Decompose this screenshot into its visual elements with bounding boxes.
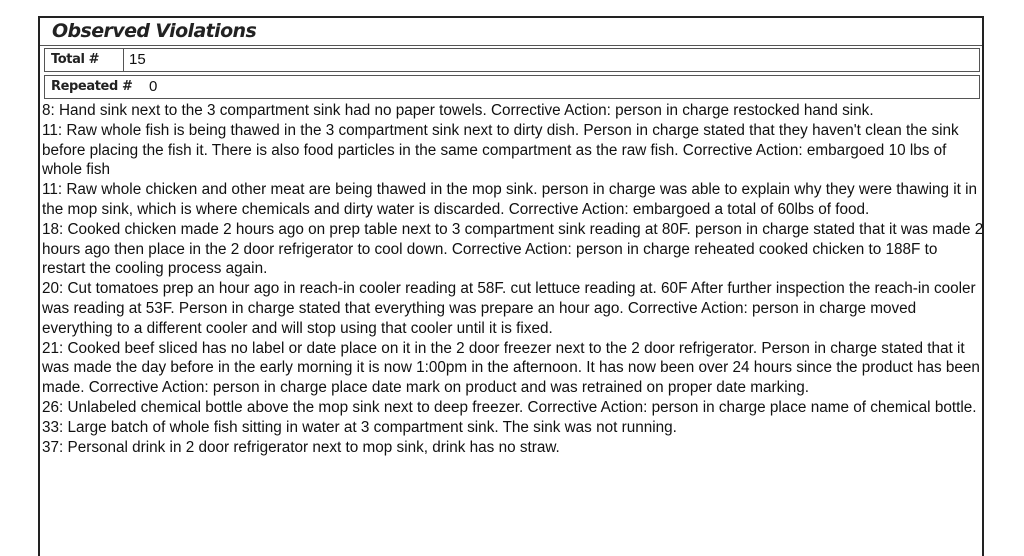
violation-item: 33: Large batch of whole fish sitting in water at 3 compartment sink. The sink was not running. <box>42 418 677 436</box>
violation-item: 11: Raw whole chicken and other meat are being thawed in the mop sink. person in charge was able to explain why they were thawing it in the mop sink, which is where chemicals and dirty water is discarded. Corrective Action: embargoed a total of 60lbs of food. <box>42 181 978 218</box>
repeated-label: Repeated # <box>51 79 133 94</box>
violation-item: 8: Hand sink next to the 3 compartment sink had no paper towels. Corrective Action: person in charge restocked hand sink. <box>42 102 874 119</box>
violation-item: 20: Cut tomatoes prep an hour ago in reach-in cooler reading at 58F. cut lettuce reading at. 60F After further inspection the reach-in cooler was reading at 53F. Person in charge stated that everything was prepare an hour ago. Corrective Action: person in charge moved everything to a different cooler and will stop using that cooler until it is fixed. <box>42 280 976 337</box>
total-divider <box>123 48 124 72</box>
repeated-count-row <box>44 75 980 99</box>
violation-item: 37: Personal drink in 2 door refrigerator next to mop sink, drink has no straw. <box>42 438 560 456</box>
violation-item: 11: Raw whole fish is being thawed in the 3 compartment sink next to dirty dish. Person in charge stated that they haven't clean the sink before placing the fish it. There is also food particles in the same compartment as the raw fish. Corrective Action: embargoed 10 lbs of whole fish <box>42 121 959 179</box>
total-label: Total # <box>51 52 100 67</box>
observed-violations-panel <box>38 16 984 556</box>
violation-item: 18: Cooked chicken made 2 hours ago on prep table next to 3 compartment sink reading at 80F. person in charge stated that it was made 2 hours ago then place in the 2 door refrigerator to cool down. Corrective Action: person in charge reheated cooked chicken to 188F to restart the cooling process again. <box>42 220 984 278</box>
violations-list <box>42 101 984 457</box>
repeated-value: 0 <box>149 78 158 95</box>
total-value: 15 <box>129 51 146 68</box>
section-title: Observed Violations <box>52 20 257 42</box>
section-header <box>40 18 982 46</box>
violation-item: 26: Unlabeled chemical bottle above the mop sink next to deep freezer. Corrective Action: person in charge place name of chemical bottle. <box>42 398 977 416</box>
violation-item: 21: Cooked beef sliced has no label or date place on it in the 2 door freezer next to the 2 door refrigerator. Person in charge stated that it was made the day before in the early morning it is now 1:00pm in the afternoon. It has now been over 24 hours since the product has been made. Corrective Action: person in charge place date mark on product and was retrained on proper date marking. <box>42 339 980 397</box>
total-count-row <box>44 48 980 72</box>
